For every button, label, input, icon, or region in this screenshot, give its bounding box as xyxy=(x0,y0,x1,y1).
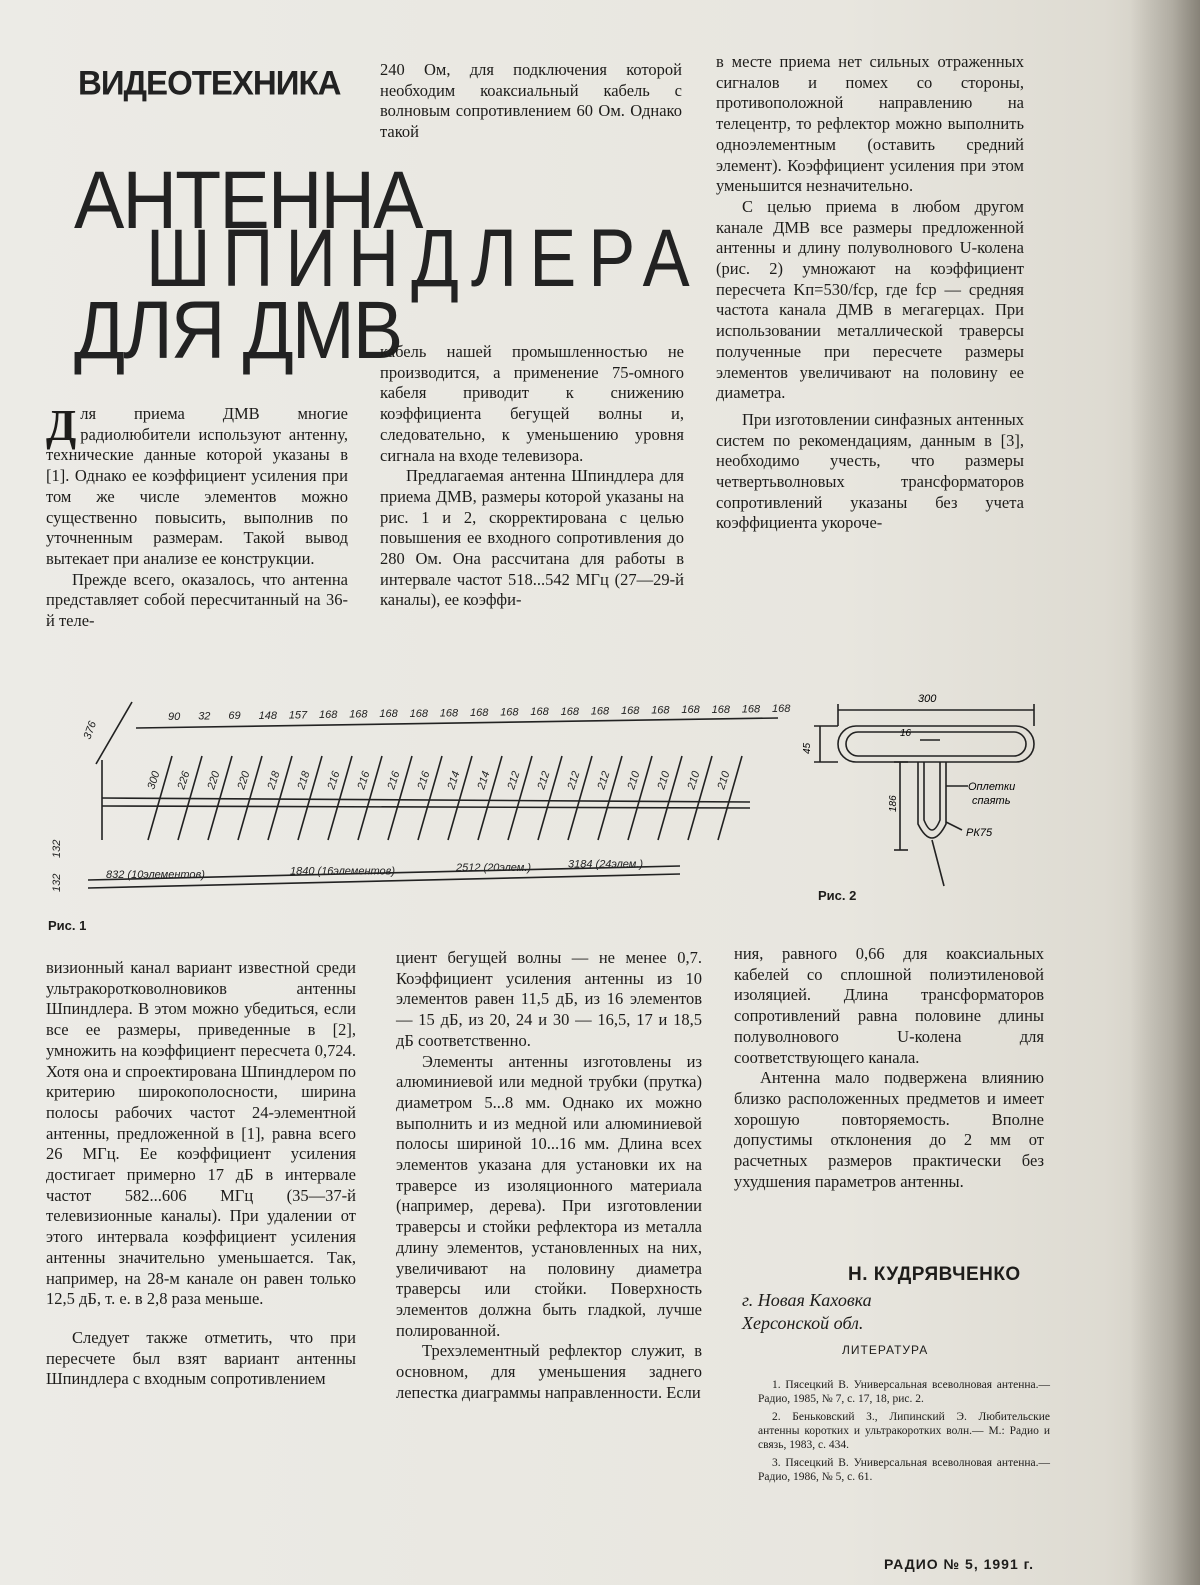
column-2-bottom xyxy=(396,948,702,1403)
element-length-label: 216 xyxy=(325,769,343,791)
element-length-label: 226 xyxy=(175,769,193,791)
column-2-top-upper xyxy=(380,60,682,143)
column-2-top-lower xyxy=(380,342,684,611)
paragraph: визионный канал вариант известной среди ультракоротковолновиков антенны Шпиндлера. В этом можно убедиться, если все ее размеры, приведенные в [2], умножить на коэффициент пересчета 0,724. Хотя она и спроектирована Шпиндлером по критерию широкополосности, ширина полосы рабочих частот 24-элементной антенны, предложенной в [1], равна всего 26 МГц. Ее коэффициент усиления достигает примерно 17 дБ в интервале частот 582...606 МГц (35—37-й телевизионные каналы). При удалении от этого интервала коэффициент усиления антенны значительно уменьшается. Так, например, на 28-м канале он равен только 12,5 дБ, т. е. в 2,8 раза меньше. xyxy=(46,958,356,1309)
figure-1-caption: Рис. 1 xyxy=(48,918,87,933)
element-length-label: 220 xyxy=(235,769,253,791)
antenna-element xyxy=(718,756,742,840)
article-title-line-3: ДЛЯ ДМВ xyxy=(74,285,402,376)
element-length-label: 210 xyxy=(715,769,733,791)
element-length-label: 216 xyxy=(385,769,403,791)
antenna-element xyxy=(268,756,292,840)
element-length-label: 214 xyxy=(445,769,463,791)
antenna-element xyxy=(508,756,532,840)
bottom-dim-label: 1840 (16элементов) xyxy=(290,865,396,878)
top-dim-label: 32 xyxy=(198,710,211,723)
article-title-line-2: ШПИНДЛЕРА xyxy=(146,213,702,304)
top-dim-label: 168 xyxy=(772,703,791,715)
top-dim-label: 168 xyxy=(319,709,338,721)
literature-list xyxy=(758,1378,1050,1488)
fig2-cable: РК75 xyxy=(966,827,993,839)
element-length-label: 212 xyxy=(535,769,553,791)
element-length-label: 210 xyxy=(625,769,643,791)
top-dim-label: 168 xyxy=(379,708,398,721)
fig2-width-dim: 300 xyxy=(918,693,937,705)
fig2-note-1: Оплетки xyxy=(968,781,1016,793)
left-dim-label: 376 xyxy=(81,719,100,742)
top-dim-label: 168 xyxy=(651,704,670,717)
top-dim-label: 168 xyxy=(500,706,519,719)
fig2-height-dim: 45 xyxy=(802,742,813,754)
column-1-top xyxy=(46,401,348,632)
paragraph: Трехэлементный рефлектор служит, в основном, для уменьшения заднего лепестка диаграммы направленности. Если xyxy=(396,1341,702,1402)
element-length-label: 210 xyxy=(685,769,703,791)
top-dim-label: 168 xyxy=(560,705,579,718)
top-dim-label: 157 xyxy=(288,709,308,722)
top-dim-label: 168 xyxy=(681,704,700,717)
page-edge-shadow xyxy=(1130,0,1200,1585)
antenna-element xyxy=(628,756,652,840)
page-footer: РАДИО № 5, 1991 г. xyxy=(884,1556,1034,1572)
paragraph: С целью приема в любом другом канале ДМВ все размеры предложенной антенны и длину полуволнового U-колена (рис. 2) умножают на коэффициент пересчета Kп=530/fср, где fср — средняя частота канала ДМВ в мегагерцах. При использовании металлической траверсы полученные при пересчете размеры элементов увеличивают на половину ее диаметра. xyxy=(716,196,1024,403)
top-dim-label: 168 xyxy=(741,703,761,716)
bottom-dim-label: 3184 (24элем.) xyxy=(568,858,644,871)
antenna-element xyxy=(418,756,442,840)
element-length-label: 214 xyxy=(475,769,493,791)
reflector-top-line xyxy=(96,702,132,764)
antenna-element xyxy=(688,756,712,840)
column-3-bottom xyxy=(734,944,1044,1192)
antenna-element xyxy=(328,756,352,840)
bottom-dim-label: 832 (10элементов) xyxy=(106,869,205,881)
figure-1-antenna-drawing xyxy=(40,690,800,920)
fig2-gap-dim: 16 xyxy=(900,728,912,739)
element-length-label: 212 xyxy=(505,769,523,791)
top-dim-label: 168 xyxy=(711,703,730,716)
top-dim-label: 168 xyxy=(590,705,610,718)
element-length-label: 212 xyxy=(595,769,613,791)
figure-2-caption: Рис. 2 xyxy=(818,888,857,903)
paragraph: Антенна мало подвержена влиянию близко расположенных предметов и имеет хорошую повторяемость. Вполне допустимы отклонения до 2 мм от расчетных размеров практически без ухудшения параметров антенны. xyxy=(734,1068,1044,1191)
paragraph: Прежде всего, оказалось, что антенна представляет собой пересчитанный на 36-й теле- xyxy=(46,569,348,631)
antenna-element xyxy=(298,756,322,840)
antenna-element xyxy=(598,756,622,840)
figure-2-u-loop-drawing xyxy=(800,690,1050,890)
u-loop xyxy=(924,762,940,830)
antenna-element xyxy=(448,756,472,840)
antenna-element xyxy=(658,756,682,840)
bottom-dim-label: 2512 (20элем.) xyxy=(456,862,532,874)
top-dim-label: 168 xyxy=(349,708,368,721)
top-dim-label: 90 xyxy=(168,711,181,723)
author-location xyxy=(742,1289,872,1335)
literature-item: 3. Пясецкий В. Универсальная всеволновая антенна.— Радио, 1986, № 5, с. 61. xyxy=(758,1457,1050,1483)
section-label: ВИДЕОТЕХНИКА xyxy=(78,63,341,102)
author-city: г. Новая Каховка xyxy=(742,1290,872,1310)
antenna-element xyxy=(388,756,412,840)
top-dim-label: 168 xyxy=(470,707,489,719)
column-1-bottom xyxy=(46,958,356,1390)
left-dim-label: 132 xyxy=(51,873,63,892)
element-length-label: 218 xyxy=(265,769,283,791)
literature-heading: ЛИТЕРАТУРА xyxy=(842,1343,929,1357)
element-length-label: 216 xyxy=(415,769,433,791)
paragraph: циент бегущей волны — не менее 0,7. Коэффициент усиления антенны из 10 элементов равен 11,5 дБ, из 16 элементов — 15 дБ, из 20, 24 и 30 — 16,5, 17 и 18,5 дБ соответственно. xyxy=(396,948,702,1050)
antenna-element xyxy=(358,756,382,840)
top-dim-label: 168 xyxy=(530,706,549,719)
paragraph: Элементы антенны изготовлены из алюминиевой или медной трубки (прутка) диаметром 5...8 мм. Однако их можно выполнить и из медной или алюминиевой полосы шириной 10...16 мм. Длина всех элементов указана для установки их на траверсе из изоляционного материала (например, дерева). При изготовлении траверсы и стойки рефлектора из металла длину элементов, установленных на них, увеличивают на половину диаметра траверсы или стойки. Поверхность элементов должна быть гладкой, лучше полированной. xyxy=(396,1051,702,1340)
vibrator-inner xyxy=(846,732,1026,756)
paragraph: 240 Ом, для подключения которой необходим коаксиальный кабель с волновым сопротивлением 60 Ом. Однако такой xyxy=(380,60,682,142)
boom xyxy=(102,798,750,802)
top-dim-label: 168 xyxy=(409,707,428,720)
literature-item: 2. Беньковский З., Липинский Э. Любительские антенны коротких и ультракоротких волн.— М.: Радио и связь, 1983, с. 434. xyxy=(758,1411,1050,1451)
drop-cap: Д xyxy=(46,401,77,450)
antenna-element xyxy=(538,756,562,840)
paragraph: ния, равного 0,66 для коаксиальных кабелей со сплошной полиэтиленовой изоляцией. Длина трансформаторов сопротивлений равна половине длины полуволнового U-колена для соответствующего канала. xyxy=(734,944,1044,1067)
top-dim-label: 168 xyxy=(439,707,459,720)
fig2-note-2: спаять xyxy=(972,795,1011,807)
top-dim-label: 148 xyxy=(258,709,277,722)
literature-item: 1. Пясецкий В. Универсальная всеволновая антенна.— Радио, 1985, № 7, с. 17, 18, рис. 2. xyxy=(758,1379,1050,1405)
antenna-element xyxy=(568,756,592,840)
element-length-label: 300 xyxy=(145,769,163,791)
column-3-top xyxy=(716,52,1024,534)
top-dim-label: 168 xyxy=(621,705,640,717)
paragraph: Следует также отметить, что при пересчете был взят вариант антенны Шпиндлера с входным сопротивлением xyxy=(46,1327,356,1389)
antenna-element xyxy=(238,756,262,840)
element-length-label: 210 xyxy=(655,769,673,791)
article-title-line-1: АНТЕННА xyxy=(74,155,422,246)
element-length-label: 212 xyxy=(565,769,583,791)
boom-lower-edge xyxy=(102,806,750,808)
paragraph: в месте приема нет сильных отраженных сигналов и помех со стороны, противоположной направлению на телецентр, то рефлектор можно выполнить одноэлементным (оставить средний элемент). Коэффициент усиления при этом уменьшится незначительно. xyxy=(716,52,1024,196)
paragraph: При изготовлении синфазных антенных систем по рекомендациям, данным в [3], необходимо учесть, что размеры четвертьволновых трансформаторов сопротивлений указаны без учета коэффициента укороче- xyxy=(716,409,1024,533)
element-length-label: 218 xyxy=(295,769,313,791)
top-dim-label: 69 xyxy=(228,710,241,723)
element-length-label: 216 xyxy=(355,769,373,791)
author-name: Н. КУДРЯВЧЕНКО xyxy=(848,1264,1021,1285)
paragraph: кабель нашей промышленностью не производится, а применение 75-омного кабеля приводит к снижению коэффициента бегущей волны и, следовательно, к уменьшению уровня сигнала на входе телевизора. xyxy=(380,342,684,465)
left-dim-label: 132 xyxy=(51,839,63,858)
antenna-element xyxy=(478,756,502,840)
element-length-label: 220 xyxy=(205,769,223,791)
author-region: Херсонской обл. xyxy=(742,1313,864,1333)
paragraph: Для приема ДМВ многие радиолюбители используют антенну, технические данные которой указаны в [1]. Однако ее коэффициент усиления при том же числе элементов можно существенно повысить, выполнив по уточненным размерам. Такой вывод вытекает при анализе ее конструкции. xyxy=(46,401,348,568)
fig2-loop-dim: 186 xyxy=(888,795,899,812)
paragraph: Предлагаемая антенна Шпиндлера для приема ДМВ, размеры которой указаны на рис. 1 и 2, скорректирована с целью повышения ее входного сопротивления до 280 Ом. Она рассчитана для работы в интервале частот 518...542 МГц (27—29-й каналы), ее коэффи- xyxy=(380,466,684,610)
